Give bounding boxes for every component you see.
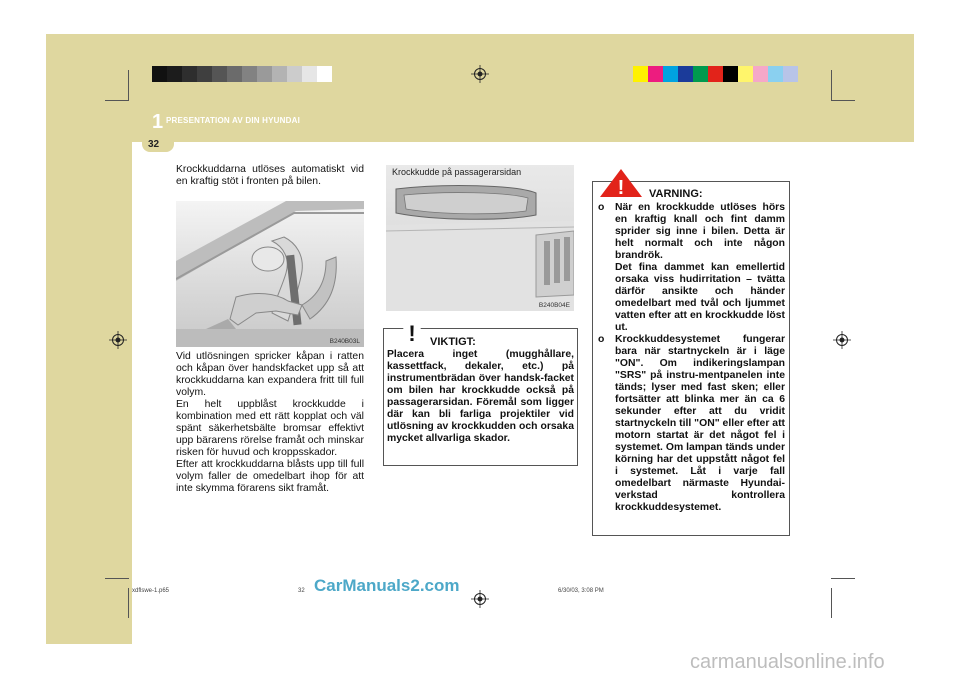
image-code: B240B04E (538, 302, 570, 309)
crop-mark (831, 588, 832, 618)
image-code: B240B03L (329, 338, 360, 345)
color-swatch (753, 66, 768, 82)
passenger-airbag-illustration (386, 165, 574, 311)
crop-mark (105, 578, 129, 579)
svg-text:!: ! (617, 177, 625, 198)
color-swatch (648, 66, 663, 82)
gray-swatch (167, 66, 182, 82)
registration-mark-icon (471, 65, 489, 83)
color-swatch (678, 66, 693, 82)
gray-calibration-strip (152, 66, 332, 82)
gray-swatch (182, 66, 197, 82)
footer-page: 32 (298, 588, 305, 594)
gray-swatch (212, 66, 227, 82)
gray-swatch (242, 66, 257, 82)
important-text: Placera inget (mugghållare, kassettfack, dekaler, etc.) på instrumentbrädan över handsk-facket om bilen har krockkudde också på passagerarsidan. Föremål som ligger där kan bli farliga projektiler vid utlösning av krockkudden och orsaka mycket allvarliga skador. (387, 349, 574, 444)
gray-swatch (227, 66, 242, 82)
body-text-3: Efter att krockkuddarna blåsts upp till full volym faller de omedelbart ihop för att inte skymma förarens sikt framåt. (176, 459, 364, 494)
gray-swatch (317, 66, 332, 82)
list-item: o Krockkuddesystemet fungerar bara när startnyckeln är i läge "ON". Om indikeringslampan "SRS" på instru-mentpanelen inte tänds; lyser med fast sken; eller fortsätter att blinka mer än ca 6 sekunder efter att du vridit startnyckeln till "ON" eller efter att motorn startat är det något fel i systemet. Om lampan tänds under körning har det uppstått något fel i systemet. Låt i varje fall omedelbart närmaste Hyundai-verkstad kontrollera krockkuddesystemet. (598, 334, 785, 513)
gray-swatch (197, 66, 212, 82)
crop-mark (128, 588, 129, 618)
body-paragraph (176, 351, 364, 495)
watermark-carmanualsonline: carmanualsonline.info (690, 651, 885, 673)
gray-swatch (257, 66, 272, 82)
registration-mark-icon (109, 331, 127, 349)
crop-mark (128, 70, 129, 100)
warning-triangle-icon (392, 313, 432, 347)
footer-date: 6/30/03, 3:08 PM (558, 588, 604, 594)
body-text-2: En helt uppblåst krockkudde i kombination med ett rätt kopplat och väl spänt säkerhetsbälte bromsar effektivt upp bärarens rörelse framåt och minskar risken för huvud och kroppsskador. (176, 399, 364, 458)
registration-mark-icon (471, 590, 489, 608)
color-swatch (783, 66, 798, 82)
gray-swatch (272, 66, 287, 82)
crop-mark (831, 578, 855, 579)
important-title: VIKTIGT: (430, 336, 476, 348)
crop-mark (831, 70, 832, 100)
driver-airbag-illustration (176, 201, 364, 347)
chapter-title: PRESENTATION AV DIN HYUNDAI (166, 116, 300, 125)
color-swatch (663, 66, 678, 82)
warning-list (598, 202, 785, 514)
warning-box (592, 177, 790, 536)
important-box (383, 321, 578, 466)
intro-paragraph: Krockkuddarna utlöses automatiskt vid en kraftig stöt i fronten på bilen. (176, 164, 364, 187)
watermark-carmanuals2: CarManuals2.com (314, 576, 460, 595)
gray-swatch (152, 66, 167, 82)
color-swatch (708, 66, 723, 82)
footer-filename: xdflswe-1.p65 (132, 588, 170, 594)
image-label: Krockkudde på passagerarsidan (392, 167, 522, 177)
crop-mark (831, 100, 855, 101)
chapter-number: 1 (152, 111, 164, 133)
page-number: 32 (148, 139, 160, 150)
crop-mark (105, 100, 129, 101)
svg-text:!: ! (408, 321, 416, 346)
color-calibration-strip (633, 66, 798, 82)
color-swatch (723, 66, 738, 82)
list-item: o När en krockkudde utlöses hörs en kraftig knall och fint damm sprider sig inne i bilen. Detta är helt normalt och inte någon brandrök. Det fina dammet kan emellertid orsaka viss hudirritation – tvätta därför ansikte och händer omedelbart med tvål och ljummet vatten efter att en krockkudde löst ut. (598, 202, 785, 333)
registration-mark-icon (833, 331, 851, 349)
color-swatch (633, 66, 648, 82)
gray-swatch (302, 66, 317, 82)
warning-title: VARNING: (649, 188, 703, 200)
color-swatch (738, 66, 753, 82)
gray-swatch (287, 66, 302, 82)
body-text-1: Vid utlösningen spricker kåpan i ratten och kåpan över handskfacket upp så att krockkuddarna kan expandera fritt till full volym. (176, 351, 364, 398)
warning-triangle-icon (599, 168, 643, 198)
color-swatch (768, 66, 783, 82)
color-swatch (693, 66, 708, 82)
